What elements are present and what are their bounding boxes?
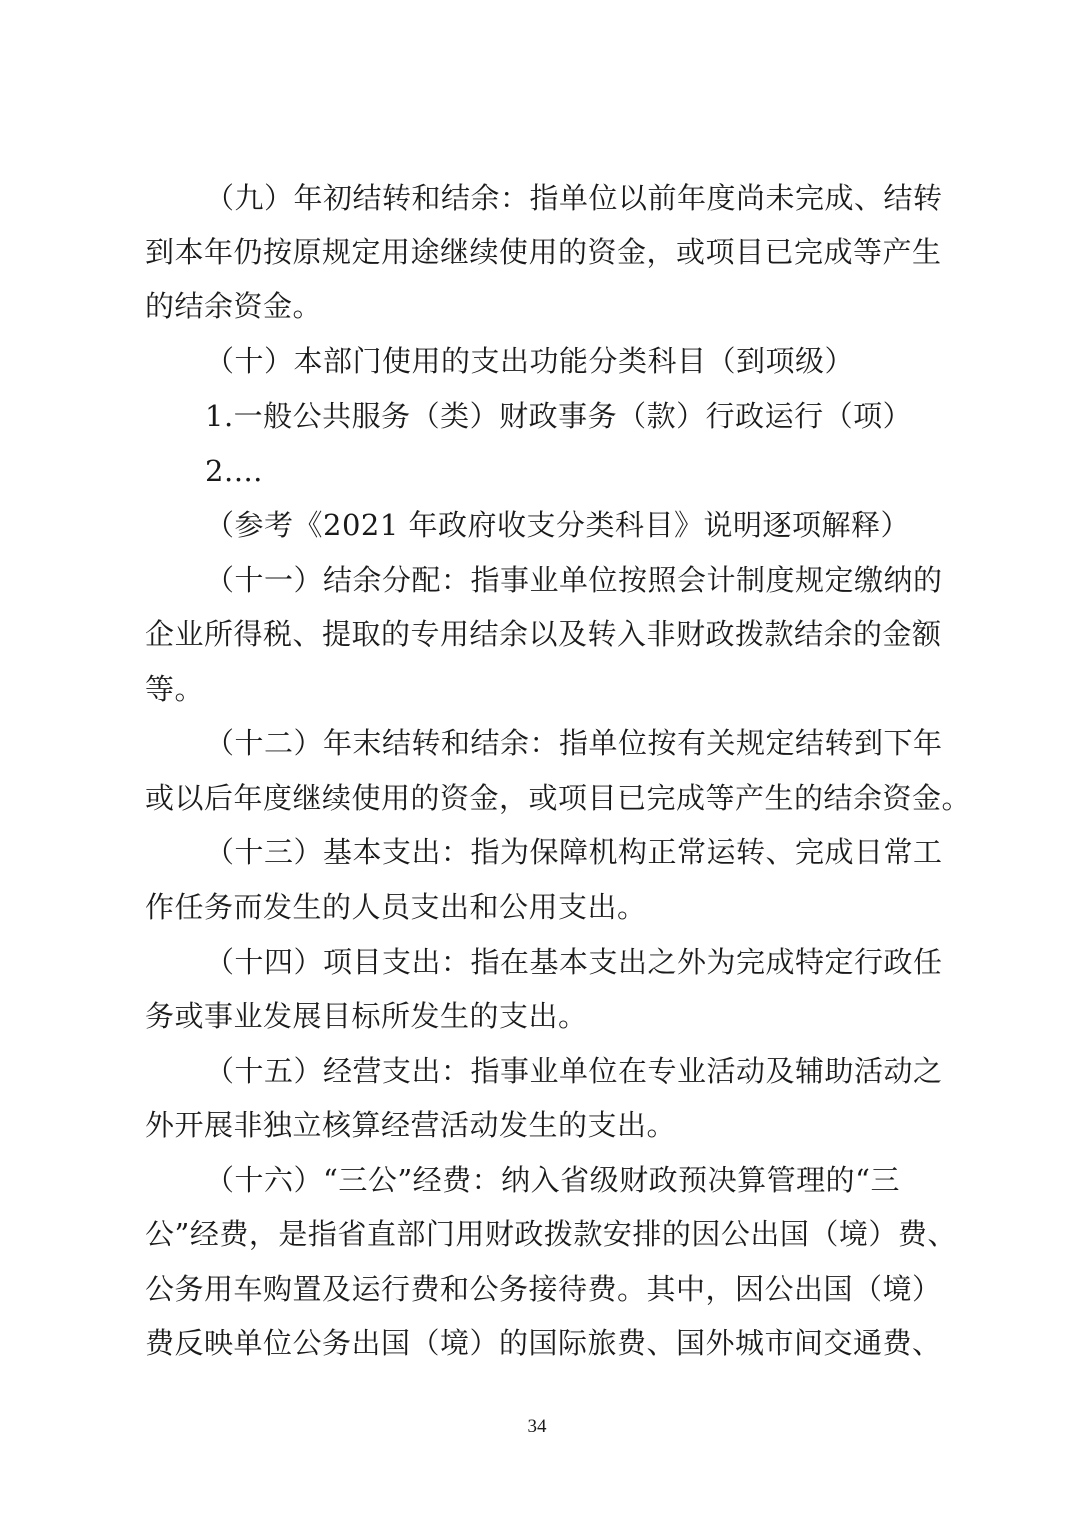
paragraph-10-heading: （十）本部门使用的支出功能分类科目（到项级） bbox=[205, 344, 855, 378]
paragraph-9-line-2: 到本年仍按原规定用途继续使用的资金，或项目已完成等产生 bbox=[145, 235, 942, 269]
paragraph-10-item-1: 1.一般公共服务（类）财政事务（款）行政运行（项） bbox=[205, 399, 913, 433]
paragraph-13-line-1: （十三）基本支出：指为保障机构正常运转、完成日常工 bbox=[205, 835, 943, 869]
paragraph-14-line-2: 务或事业发展目标所发生的支出。 bbox=[145, 999, 588, 1033]
paragraph-15-line-1: （十五）经营支出：指事业单位在专业活动及辅助活动之 bbox=[205, 1054, 943, 1088]
paragraph-16-line-1: （十六）“三公”经费：纳入省级财政预决算管理的“三 bbox=[205, 1163, 900, 1197]
paragraph-16-line-3: 公务用车购置及运行费和公务接待费。其中，因公出国（境） bbox=[145, 1272, 942, 1306]
page-number: 34 bbox=[527, 1416, 547, 1437]
paragraph-10-note: （参考《2021 年政府收支分类科目》说明逐项解释） bbox=[205, 508, 911, 542]
paragraph-11-line-2: 企业所得税、提取的专用结余以及转入非财政拨款结余的金额 bbox=[145, 617, 942, 651]
paragraph-9-line-1: （九）年初结转和结余：指单位以前年度尚未完成、结转 bbox=[205, 181, 943, 215]
paragraph-12-line-2: 或以后年度继续使用的资金，或项目已完成等产生的结余资金。 bbox=[145, 781, 972, 815]
paragraph-13-line-2: 作任务而发生的人员支出和公用支出。 bbox=[145, 890, 647, 924]
paragraph-16-line-2: 公”经费，是指省直部门用财政拨款安排的因公出国（境）费、 bbox=[145, 1217, 957, 1251]
paragraph-11-line-3: 等。 bbox=[145, 672, 205, 706]
paragraph-9-line-3: 的结余资金。 bbox=[145, 289, 323, 323]
paragraph-15-line-2: 外开展非独立核算经营活动发生的支出。 bbox=[145, 1108, 677, 1142]
paragraph-14-line-1: （十四）项目支出：指在基本支出之外为完成特定行政任 bbox=[205, 945, 943, 979]
paragraph-16-line-4: 费反映单位公务出国（境）的国际旅费、国外城市间交通费、 bbox=[145, 1326, 942, 1360]
paragraph-12-line-1: （十二）年末结转和结余：指单位按有关规定结转到下年 bbox=[205, 726, 943, 760]
paragraph-10-item-2: 2.… bbox=[205, 454, 264, 488]
paragraph-11-line-1: （十一）结余分配：指事业单位按照会计制度规定缴纳的 bbox=[205, 563, 943, 597]
